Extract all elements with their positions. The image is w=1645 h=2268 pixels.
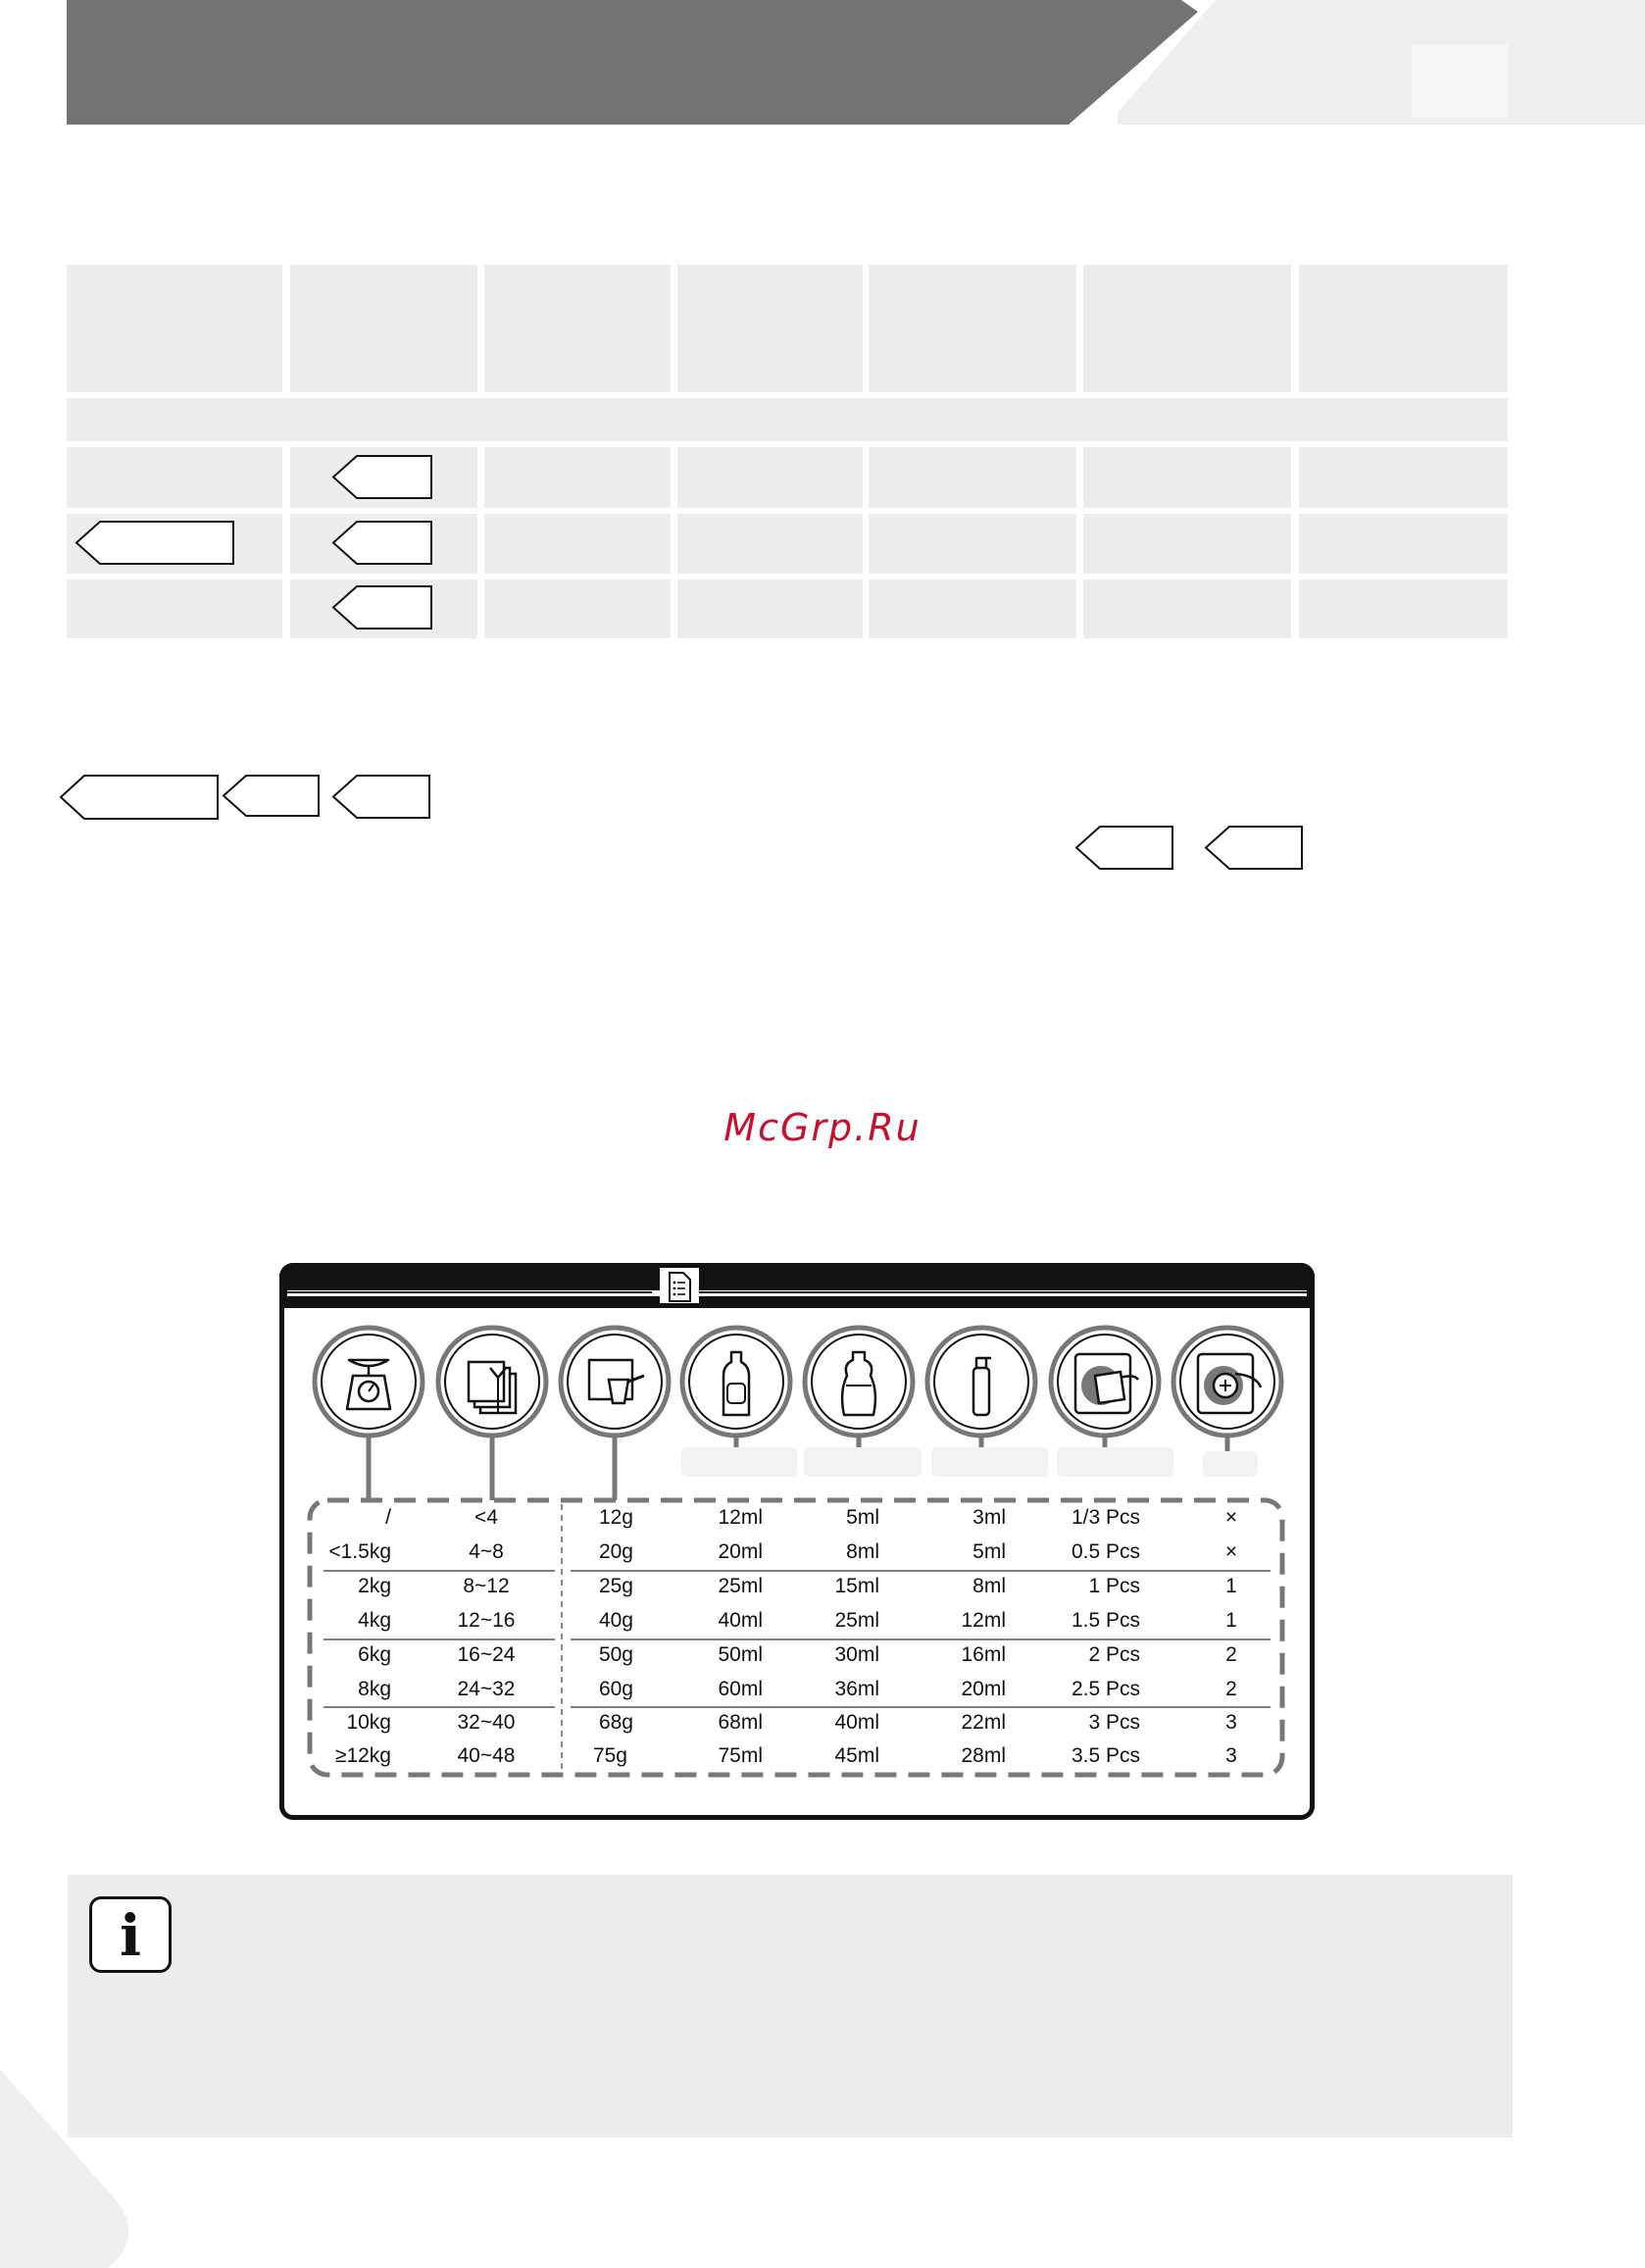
dosage-cell: 5ml	[846, 1506, 879, 1529]
dosage-cell: 36ml	[834, 1678, 879, 1700]
dosage-cell: 40~48	[457, 1744, 516, 1767]
label-placeholder	[681, 1447, 797, 1477]
dosage-cell: 28ml	[961, 1744, 1006, 1767]
dosage-cell: 40ml	[718, 1609, 763, 1632]
dosage-cell: 24~32	[457, 1678, 516, 1700]
liquid-bottle-icon	[682, 1328, 790, 1436]
grid-cell	[1083, 580, 1291, 638]
grid-cell	[1299, 580, 1508, 638]
grid-cell	[67, 447, 282, 508]
header-banner-light	[1118, 0, 1645, 125]
grid-cell	[1299, 447, 1508, 508]
dosage-cell: 40g	[598, 1609, 633, 1632]
dosage-cell: 12ml	[718, 1506, 763, 1529]
header-banner-dark	[67, 0, 1198, 125]
grid-cell	[1083, 265, 1291, 392]
dosage-cell: 1	[1225, 1575, 1237, 1597]
grid-cell	[677, 447, 863, 508]
grid-cell	[1299, 265, 1508, 392]
dosage-cell: 2	[1225, 1643, 1237, 1666]
label-tag	[222, 774, 321, 818]
dosage-cell: 10kg	[346, 1711, 391, 1734]
label-tag	[331, 774, 431, 820]
dosage-cell: /	[385, 1506, 391, 1529]
label-placeholder	[804, 1447, 922, 1477]
dosage-cell: 32~40	[457, 1711, 516, 1734]
label-tag	[331, 520, 433, 566]
grid-cell	[869, 580, 1076, 638]
dosage-cell: ×	[1224, 1540, 1238, 1563]
dosage-cell: ≥12kg	[334, 1744, 391, 1767]
dosage-cell: 75g	[592, 1744, 627, 1767]
dosage-cell: 2	[1225, 1678, 1237, 1700]
dosage-cell: 8ml	[846, 1540, 879, 1563]
watermark-text: McGrp.Ru	[723, 1106, 922, 1149]
corner-decoration	[0, 2059, 157, 2268]
dosage-cell: 0.5 Pcs	[1071, 1540, 1140, 1563]
dosage-cell: 12g	[598, 1506, 633, 1529]
dosage-cell: 1	[1225, 1609, 1237, 1632]
grid-cell	[67, 265, 282, 392]
document-list-icon-bullet	[673, 1282, 676, 1285]
dosage-cell: 3 Pcs	[1088, 1711, 1140, 1734]
label-tag	[1204, 825, 1304, 871]
grid-cell	[869, 514, 1076, 574]
grid-cell	[1083, 514, 1291, 574]
dosage-cell: 16~24	[457, 1643, 516, 1666]
grid-cell	[677, 265, 863, 392]
dosage-cell: 20g	[598, 1540, 633, 1563]
dosage-cell: 1.5 Pcs	[1071, 1609, 1140, 1632]
dosage-cell: 2.5 Pcs	[1071, 1678, 1140, 1700]
header-banner	[0, 0, 1645, 127]
dosage-cell: 1/3 Pcs	[1071, 1506, 1140, 1529]
grid-cell	[1299, 514, 1508, 574]
dosage-cell: <1.5kg	[328, 1540, 391, 1563]
dosage-cell: 6kg	[358, 1643, 391, 1666]
grid-cell	[1083, 447, 1291, 508]
dosage-cell: 25ml	[834, 1609, 879, 1632]
dosage-cell: 4kg	[358, 1609, 391, 1632]
dosage-cell: 16ml	[961, 1643, 1006, 1666]
label-tag	[75, 520, 235, 566]
spray-bottle-icon	[927, 1328, 1035, 1436]
dosage-cell: 40ml	[834, 1711, 879, 1734]
grid-cell	[869, 265, 1076, 392]
label-placeholder	[931, 1447, 1048, 1477]
dosage-cell: 3	[1225, 1744, 1237, 1767]
dosage-cell: 3ml	[972, 1506, 1006, 1529]
dosage-cell: 60ml	[718, 1678, 763, 1700]
scoop	[609, 1380, 628, 1403]
grid-spanning-row	[67, 398, 1508, 441]
dosage-cell: 75ml	[718, 1744, 763, 1767]
grid-cell	[290, 265, 477, 392]
label-tag	[331, 584, 433, 630]
dosage-cell: 30ml	[834, 1643, 879, 1666]
grid-cell	[484, 514, 671, 574]
dosage-cell: 20ml	[961, 1678, 1006, 1700]
dosage-cell: 4~8	[469, 1540, 504, 1563]
info-icon-letter: i	[119, 1902, 142, 1969]
label-tag	[331, 454, 433, 500]
dosage-cell: 68ml	[718, 1711, 763, 1734]
header-banner-tab	[1412, 44, 1508, 118]
dosage-cell: 8~12	[463, 1575, 510, 1597]
dosage-cell: 8ml	[972, 1575, 1006, 1597]
dosage-cell: 1 Pcs	[1088, 1575, 1140, 1597]
dosage-cell: 22ml	[961, 1711, 1006, 1734]
info-icon	[89, 1896, 172, 1973]
dosage-cell: 12~16	[457, 1609, 516, 1632]
dosage-cell: 45ml	[834, 1744, 879, 1767]
dosage-cell: 50g	[598, 1643, 633, 1666]
grid-cell	[484, 265, 671, 392]
dosage-cell: 25g	[598, 1575, 633, 1597]
document-list-icon-bullet	[673, 1287, 676, 1290]
dosage-cell: 20ml	[718, 1540, 763, 1563]
softener-bottle-icon	[805, 1328, 913, 1436]
dosage-cell: 3	[1225, 1711, 1237, 1734]
dosage-cell: 2kg	[358, 1575, 391, 1597]
grid-cell	[677, 580, 863, 638]
dosage-cell: 12ml	[961, 1609, 1006, 1632]
grid-cell	[677, 514, 863, 574]
label-tag	[59, 774, 220, 821]
label-placeholder	[1057, 1447, 1173, 1477]
dosage-cell: <4	[474, 1506, 498, 1529]
dosage-cell: 2 Pcs	[1088, 1643, 1140, 1666]
dosage-cell: 15ml	[834, 1575, 879, 1597]
dosage-cell: 3.5 Pcs	[1071, 1744, 1140, 1767]
document-list-icon-bullet	[673, 1293, 676, 1296]
sheet-shape	[1095, 1372, 1124, 1403]
grid-cell	[67, 580, 282, 638]
grid-cell	[484, 447, 671, 508]
dosage-cell: 5ml	[972, 1540, 1006, 1563]
dosage-cell: 68g	[598, 1711, 633, 1734]
info-note-box	[68, 1875, 1513, 2138]
dosage-cell: 8kg	[358, 1678, 391, 1700]
dosage-cell: ×	[1224, 1506, 1238, 1529]
label-tag	[1074, 825, 1174, 871]
dosage-cell: 50ml	[718, 1643, 763, 1666]
dosage-cell: 60g	[598, 1678, 633, 1700]
label-placeholder	[1203, 1451, 1258, 1477]
grid-cell	[869, 447, 1076, 508]
dosage-cell: 25ml	[718, 1575, 763, 1597]
grid-cell	[484, 580, 671, 638]
